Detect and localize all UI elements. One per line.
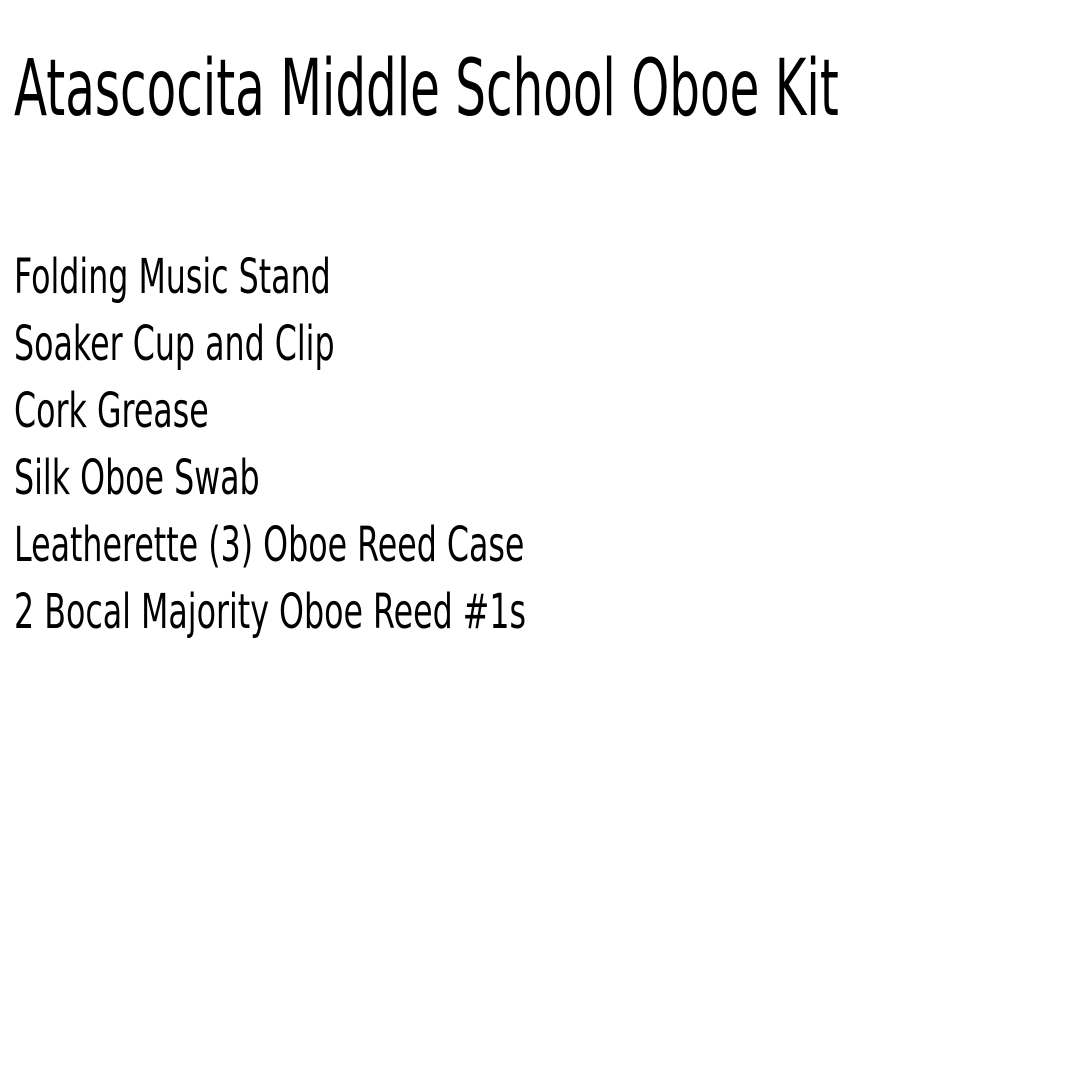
kit-items-list <box>14 246 790 648</box>
list-item: Soaker Cup and Clip <box>14 316 335 372</box>
list-item: Leatherette (3) Oboe Reed Case <box>14 517 525 573</box>
list-item: Folding Music Stand <box>14 249 331 305</box>
list-item: Cork Grease <box>14 383 209 439</box>
page-title: Atascocita Middle School Oboe Kit <box>14 44 839 134</box>
list-item: Silk Oboe Swab <box>14 450 260 506</box>
list-item: 2 Bocal Majority Oboe Reed #1s <box>14 584 526 640</box>
